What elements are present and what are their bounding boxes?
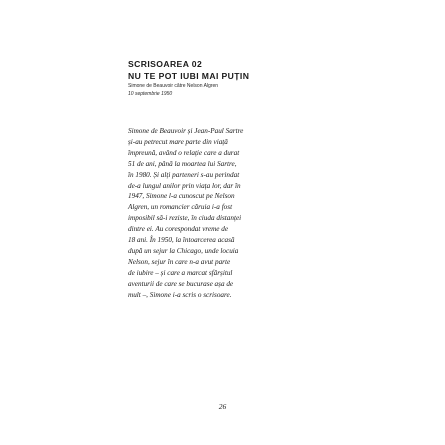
paragraph-line: Simone de Beauvoir și Jean-Paul Sartre [128, 127, 244, 135]
paragraph-line: de iubire – și care a marcat sfârșitul [128, 268, 233, 277]
paragraph-line: 51 de ani, până la moartea lui Sartre, [128, 159, 237, 168]
letter-title: NU TE POT IUBI MAI PUȚIN [128, 71, 250, 81]
paragraph-line: dintre ei. Au corespondat vreme de [128, 225, 229, 234]
page-number: 26 [218, 402, 227, 411]
paragraph-line: aventurii de care se bucurase așa de [128, 279, 234, 288]
paragraph-line: după un sejur la Chicago, unde locuia [128, 246, 239, 255]
paragraph-line: imposibil să-i reziste, în ciuda distanței [128, 214, 242, 223]
author-line: Simone de Beauvoir către Nelson Algren [128, 83, 219, 89]
paragraph-line: 18 ani. În 1950, la întoarcerea acasă [128, 236, 235, 245]
intro-paragraph [128, 126, 328, 301]
paragraph-line: în 1980. Și alți parteneri s-au perindat [128, 170, 240, 179]
letter-number: SCRISOAREA 02 [128, 59, 203, 69]
letter-date: 10 septembrie 1950 [128, 91, 173, 97]
paragraph-line: Algren, un romancier căruia i-a fost [128, 203, 233, 212]
paragraph-line: împreună, având o relație care a durat [128, 148, 240, 157]
letter-header [128, 58, 328, 98]
paragraph-line: 1947, Simone l-a cunoscut pe Nelson [128, 192, 235, 201]
paragraph-line: de-a lungul anilor prin viața lor, dar în [128, 181, 241, 190]
paragraph-line: Nelson, sejur în care n-a avut parte [128, 257, 231, 266]
paragraph-line: și-au petrecut mare parte din viață [128, 137, 228, 146]
paragraph-line: mult –, Simone i-a scris o scrisoare. [128, 290, 232, 299]
